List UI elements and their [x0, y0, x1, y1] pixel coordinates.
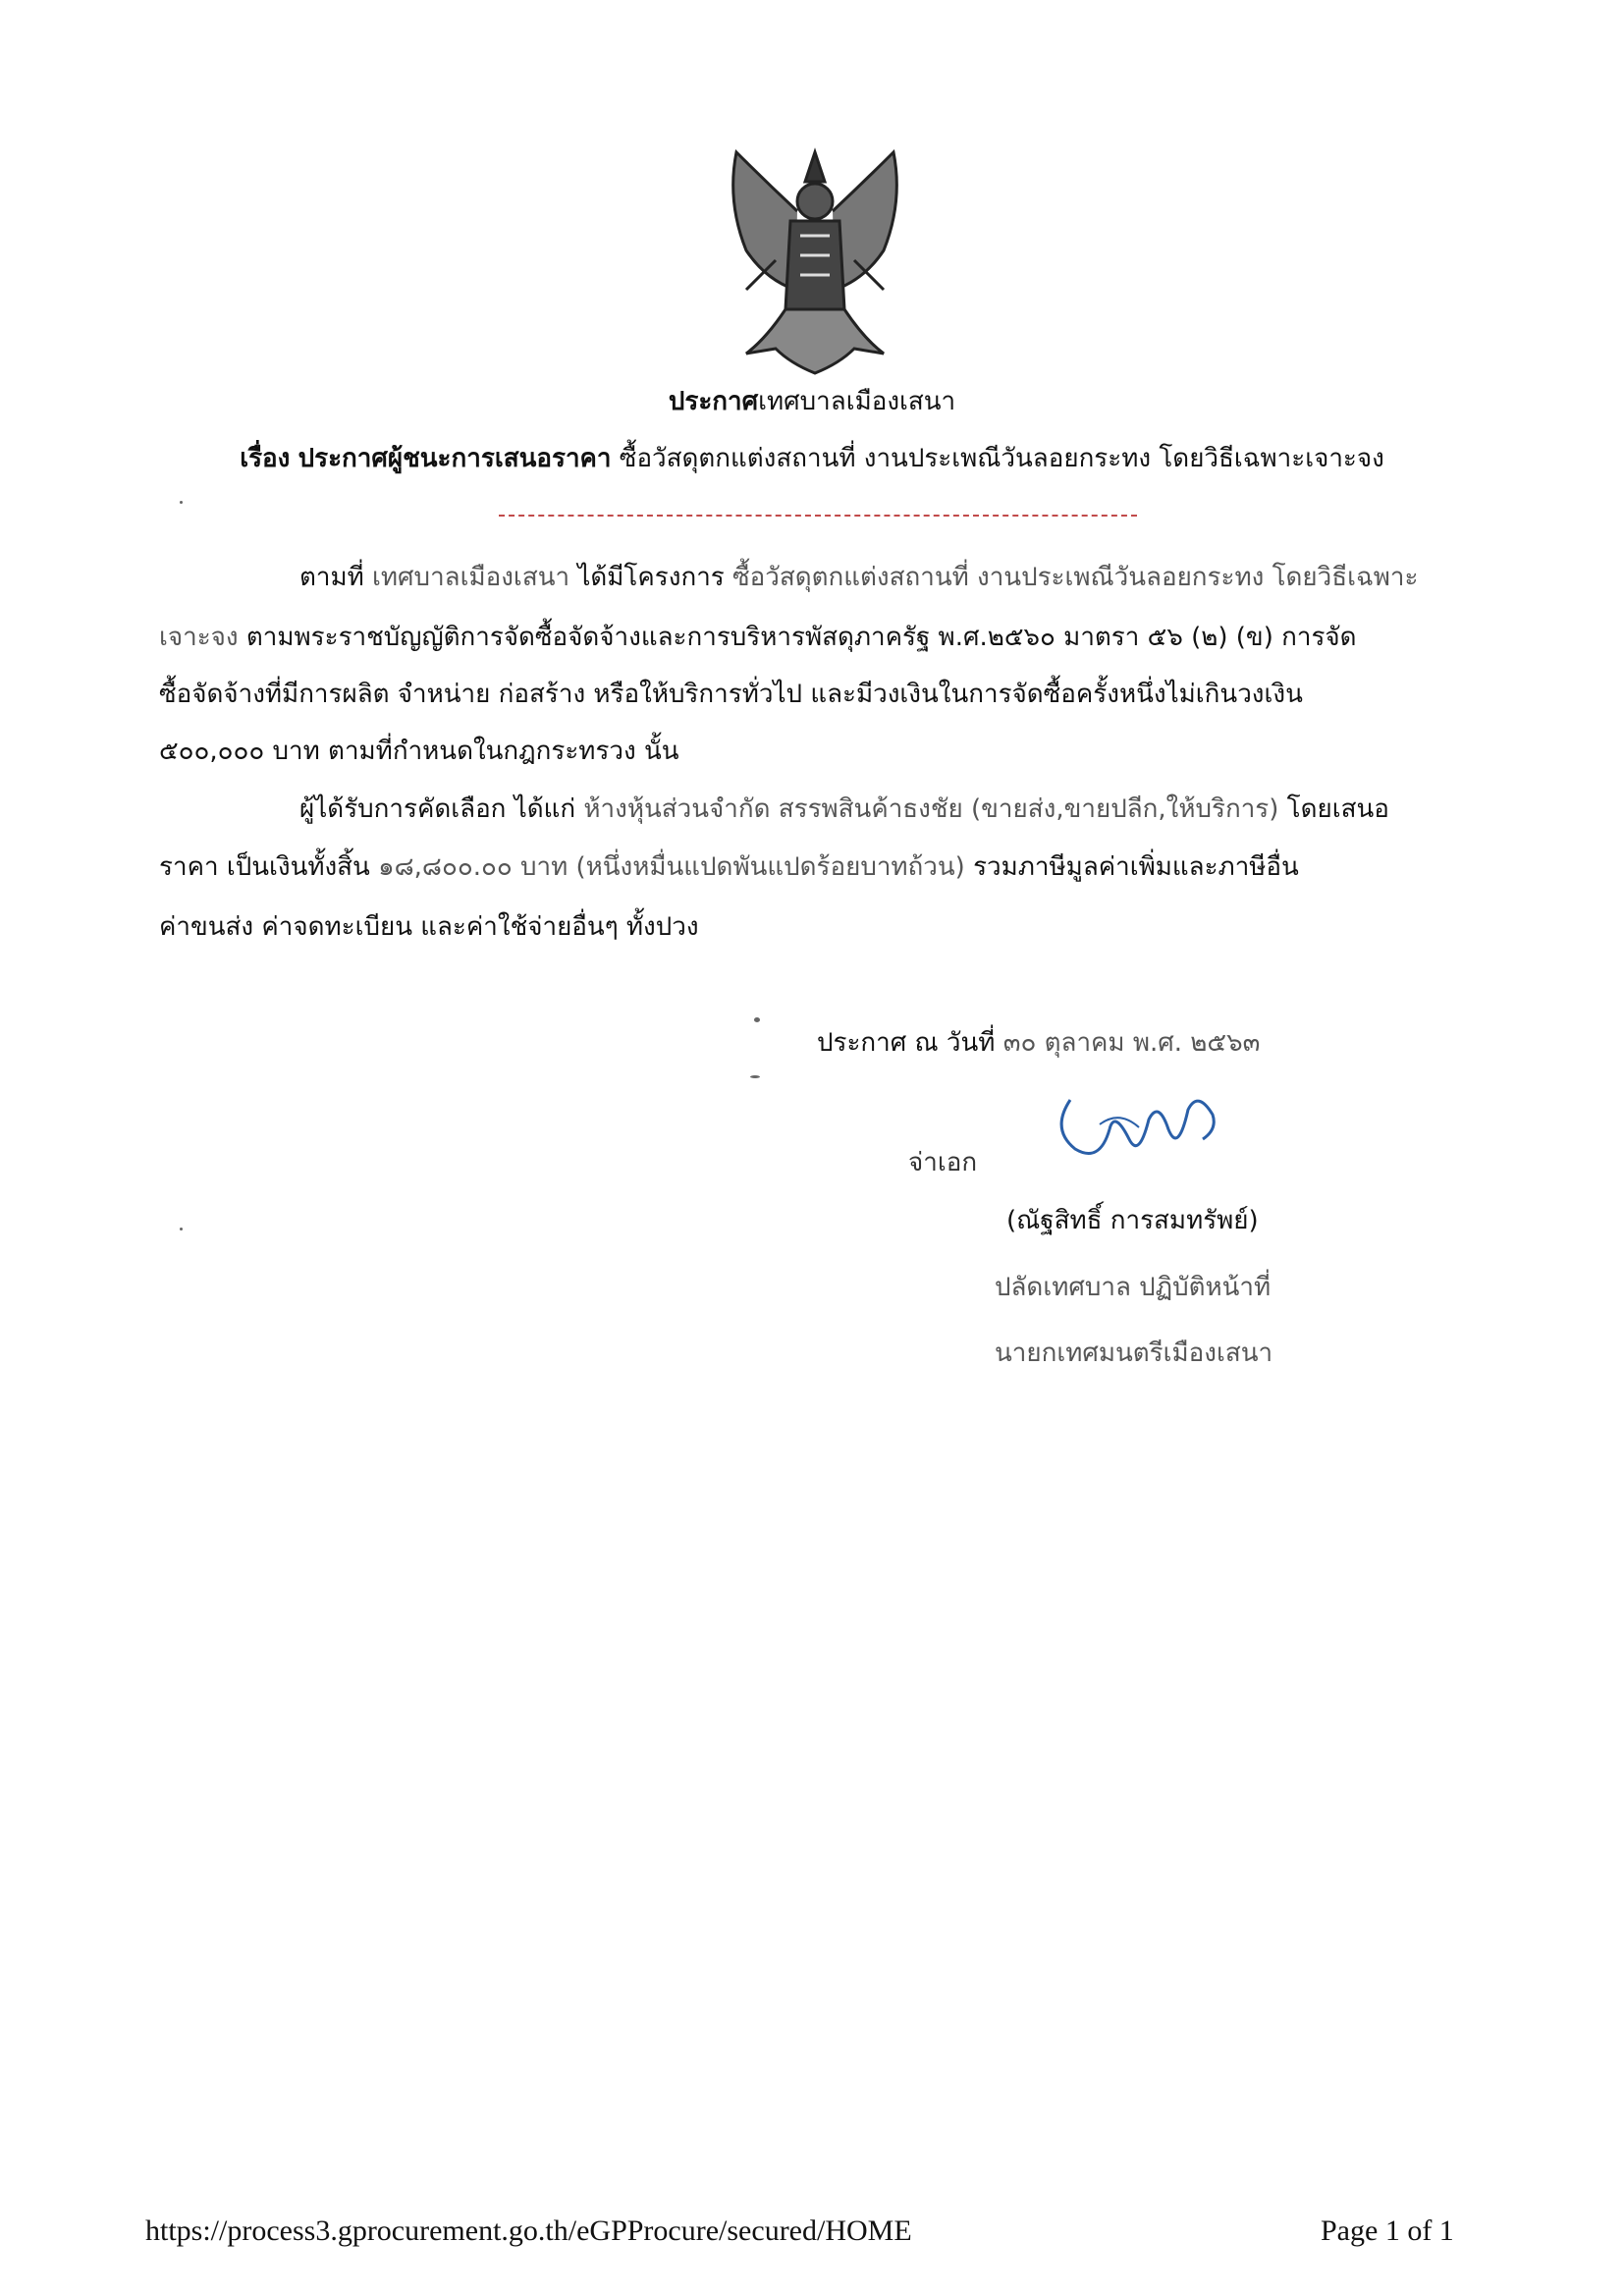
p1-l1-b: เทศบาลเมืองเสนา [372, 563, 570, 592]
subject-detail: ซื้อวัสดุตกแต่งสถานที่ งานประเพณีวันลอยกระทง โดยวิธีเฉพาะเจาะจง [619, 444, 1384, 473]
announcement-date [817, 1022, 1260, 1063]
garuda-emblem [707, 142, 923, 383]
paragraph-1-line-3: ซื้อจัดจ้างที่มีการผลิต จำหน่าย ก่อสร้าง หรือให้บริการทั่วไป และมีวงเงินในการจัดซื้อครั้งหนึ่งไม่เกินวงเงิน [159, 680, 1303, 709]
issuer-name: เทศบาลเมืองเสนา [758, 387, 956, 416]
paragraph-1-line-4: ๕๐๐,๐๐๐ บาท ตามที่กำหนดในกฎกระทรวง นั้น [159, 737, 679, 766]
paragraph-1-line-2 [159, 617, 1357, 657]
scan-speck [180, 501, 183, 504]
separator-rule [499, 515, 1137, 517]
paragraph-2-line-1 [299, 789, 1389, 829]
p2-l2-a: ราคา เป็นเงินทั้งสิ้น [159, 852, 370, 882]
p2-l1-a: ผู้ได้รับการคัดเลือก ได้แก่ [299, 794, 576, 824]
p2-l1-b: ห้างหุ้นส่วนจำกัด สรรพสินค้าธงชัย (ขายส่ง,ขายปลีก,ให้บริการ) [583, 794, 1279, 824]
signer-position-line-1: ปลัดเทศบาล ปฏิบัติหน้าที่ [995, 1273, 1272, 1302]
footer-page-number: Page 1 of 1 [1321, 2214, 1454, 2247]
date-label: ประกาศ ณ วันที่ [817, 1028, 996, 1058]
subject-line [0, 438, 1624, 478]
subject-label: เรื่อง [240, 444, 291, 473]
scan-speck [180, 1228, 183, 1230]
p1-l1-c: ได้มีโครงการ [577, 563, 725, 592]
issuer-prefix: ประกาศ [668, 387, 759, 416]
p1-l1-d: ซื้อวัสดุตกแต่งสถานที่ งานประเพณีวันลอยกระทง โดยวิธีเฉพาะ [732, 563, 1419, 592]
subject-title: ประกาศผู้ชนะการเสนอราคา [298, 444, 612, 473]
footer-url: https://process3.gprocurement.go.th/eGPProcure/secured/HOME [145, 2214, 912, 2247]
p1-l1-a: ตามที่ [299, 563, 364, 592]
paragraph-2-line-2 [159, 847, 1299, 887]
signer-position-line-2: นายกเทศมนตรีเมืองเสนา [995, 1339, 1273, 1368]
handwritten-signature [1041, 1070, 1237, 1188]
issuer-heading [0, 381, 1624, 421]
scan-speck [750, 1075, 760, 1078]
p1-l2-b: ตามพระราชบัญญัติการจัดซื้อจัดจ้างและการบริหารพัสดุภาครัฐ พ.ศ.๒๕๖๐ มาตรา ๕๖ (๒) (ข) การจัด [245, 623, 1357, 652]
p1-l2-a: เจาะจง [159, 623, 239, 652]
paragraph-2-line-3: ค่าขนส่ง ค่าจดทะเบียน และค่าใช้จ่ายอื่นๆ ทั้งปวง [159, 912, 699, 942]
date-value: ๓๐ ตุลาคม พ.ศ. ๒๕๖๓ [1002, 1028, 1261, 1058]
signer-name: (ณัฐสิทธิ์ การสมทรัพย์) [1006, 1206, 1259, 1235]
p2-l2-b: ๑๘,๘๐๐.๐๐ บาท (หนึ่งหมื่นแปดพันแปดร้อยบาทถ้วน) [378, 852, 965, 882]
paragraph-1-line-1 [299, 557, 1418, 597]
scan-speck [754, 1017, 760, 1022]
p2-l1-c: โดยเสนอ [1286, 794, 1389, 824]
handwritten-rank-note: จ่าเอก [908, 1148, 978, 1177]
p2-l2-c: รวมภาษีมูลค่าเพิ่มและภาษีอื่น [973, 852, 1299, 882]
